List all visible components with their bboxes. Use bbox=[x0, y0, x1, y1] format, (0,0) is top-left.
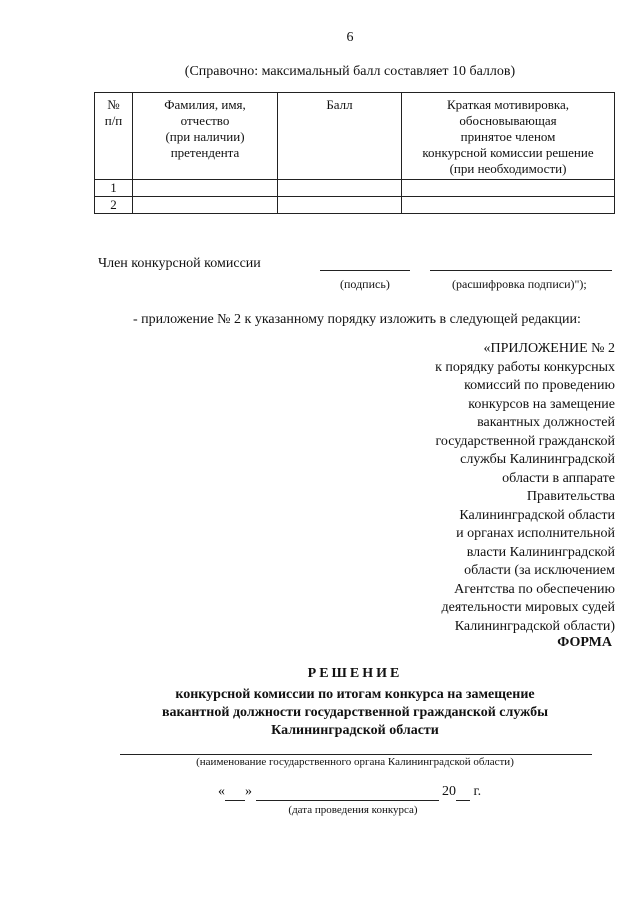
row-motivation-cell bbox=[402, 197, 615, 214]
decision-heading: РЕШЕНИЕ bbox=[307, 666, 403, 681]
decision-subheading: конкурсной комиссии по итогам конкурса на замещение вакантной должности государственной гражданской службы Калининградской области bbox=[161, 687, 549, 738]
row-number: 2 bbox=[95, 197, 133, 214]
header-number: № п/п bbox=[95, 93, 133, 180]
signature-line bbox=[320, 270, 410, 271]
row-motivation-cell bbox=[402, 180, 615, 197]
appendix-line: к порядку работы конкурсных bbox=[435, 359, 615, 375]
appendix-line: Агентства по обеспечению bbox=[454, 581, 615, 597]
day-blank bbox=[225, 784, 245, 801]
year-blank bbox=[456, 784, 470, 801]
organization-name-line bbox=[120, 754, 592, 755]
appendix-line: Правительства bbox=[526, 489, 615, 504]
date-caption: (дата проведения конкурса) bbox=[288, 804, 418, 816]
date-line: « » 20 г. bbox=[218, 784, 482, 799]
reference-note: (Справочно: максимальный балл составляет 10 баллов) bbox=[184, 64, 516, 79]
table-row bbox=[95, 180, 615, 197]
table-row bbox=[95, 197, 615, 214]
appendix-line: Калининградской области) bbox=[454, 618, 615, 634]
signature-decoding-line bbox=[430, 270, 612, 271]
score-table bbox=[94, 92, 615, 214]
signature-decoding-caption: (расшифровка подписи)"); bbox=[452, 277, 587, 291]
row-number: 1 bbox=[95, 180, 133, 197]
form-label: ФОРМА bbox=[557, 635, 612, 650]
organization-name-caption: (наименование государственного органа Калининградской области) bbox=[196, 756, 514, 768]
appendix-line: конкурсов на замещение bbox=[468, 396, 615, 412]
appendix-title: «ПРИЛОЖЕНИЕ № 2 bbox=[483, 341, 615, 356]
appendix-line: области (за исключением bbox=[464, 563, 615, 578]
appendix-line: комиссий по проведению bbox=[464, 378, 615, 393]
header-full-name: Фамилия, имя, отчество (при наличии) претендента bbox=[133, 93, 278, 180]
header-motivation: Краткая мотивировка, обосновывающая принятое членом конкурсной комиссии решение (при необходимости) bbox=[402, 93, 615, 180]
appendix-line: государственной гражданской bbox=[435, 433, 615, 449]
appendix-block bbox=[370, 340, 615, 636]
appendix-line: службы Калининградской bbox=[460, 452, 615, 467]
row-score-cell bbox=[278, 197, 402, 214]
appendix-line: Калининградской области bbox=[459, 507, 615, 523]
appendix-line: области в аппарате bbox=[502, 470, 615, 486]
appendix-line: деятельности мировых судей bbox=[441, 600, 615, 615]
appendix-line: и органах исполнительной bbox=[456, 526, 615, 541]
row-score-cell bbox=[278, 180, 402, 197]
appendix-line: власти Калининградской bbox=[466, 544, 615, 560]
appendix-line: вакантных должностей bbox=[477, 415, 615, 430]
amendment-text: - приложение № 2 к указанному порядку изложить в следующей редакции: bbox=[133, 312, 581, 327]
row-name-cell bbox=[133, 180, 278, 197]
row-name-cell bbox=[133, 197, 278, 214]
commission-member-label: Член конкурсной комиссии bbox=[98, 256, 261, 271]
table-header-row bbox=[95, 93, 615, 180]
signature-caption: (подпись) bbox=[340, 277, 390, 291]
month-blank bbox=[256, 784, 439, 801]
header-score: Балл bbox=[278, 93, 402, 180]
page-number: 6 bbox=[346, 30, 354, 45]
